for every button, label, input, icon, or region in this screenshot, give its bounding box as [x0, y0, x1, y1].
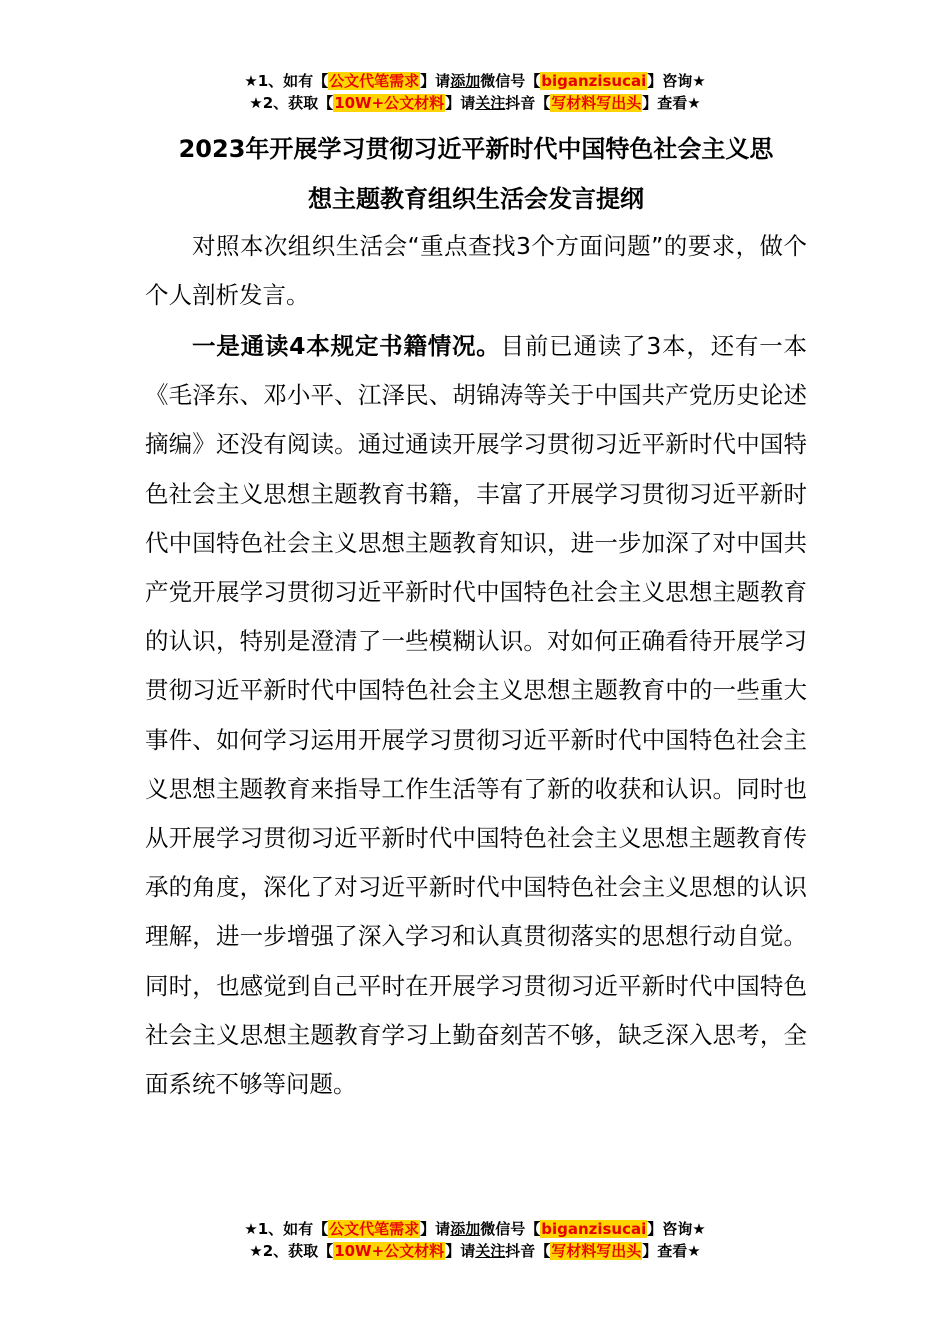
banner-text: 】查看★ [642, 94, 701, 112]
banner-highlight: 写材料写出头 [551, 94, 642, 112]
banner-text: 抖音【 [505, 1242, 551, 1260]
banner-underline: 关注 [475, 1242, 506, 1260]
banner-underline: 添加 [450, 1220, 481, 1238]
banner-highlight: 10W+公文材料 [334, 94, 445, 112]
banner-highlight: 公文代笔需求 [329, 72, 420, 90]
banner-text: 微信号【 [480, 1220, 541, 1238]
title-line-2: 想主题教育组织生活会发言提纲 [308, 185, 644, 213]
banner-text: 】咨询★ [647, 1220, 706, 1238]
banner-text: 】请 [420, 1220, 451, 1238]
document-title [145, 124, 807, 224]
banner-highlight: 10W+公文材料 [334, 1242, 445, 1260]
banner-text: ★2、获取【 [249, 1242, 334, 1260]
banner-text: 】咨询★ [647, 72, 706, 90]
section-1-text: 目前已通读了3本，还有一本《毛泽东、邓小平、江泽民、胡锦涛等关于中国共产党历史论述摘编》还没有阅读。通过通读开展学习贯彻习近平新时代中国特色社会主义思想主题教育书籍，丰富了开展学习贯彻习近平新时代中国特色社会主义思想主题教育知识，进一步加深了对中国共产党开展学习贯彻习近平新时代中国特色社会主义思想主题教育的认识，特别是澄清了一些模糊认识。对如何正确看待开展学习贯彻习近平新时代中国特色社会主义思想主题教育中的一些重大事件、如何学习运用开展学习贯彻习近平新时代中国特色社会主义思想主题教育来指导工作生活等有了新的收获和认识。同时也从开展学习贯彻习近平新时代中国特色社会主义思想主题教育传承的角度，深化了对习近平新时代中国特色社会主义思想的认识理解，进一步增强了深入学习和认真贯彻落实的思想行动自觉。同时，也感觉到自己平时在开展学习贯彻习近平新时代中国特色社会主义思想主题教育学习上勤奋刻苦不够，缺乏深入思考，全面系统不够等问题。 [145, 332, 807, 1099]
banner-highlight: biganzisucai [541, 1220, 647, 1238]
title-line-1: 2023年开展学习贯彻习近平新时代中国特色社会主义思 [178, 135, 774, 163]
banner-highlight: biganzisucai [541, 72, 647, 90]
banner-text: 】查看★ [642, 1242, 701, 1260]
header-banner [0, 70, 950, 114]
banner-underline: 添加 [450, 72, 481, 90]
banner-text: 】请 [445, 1242, 476, 1260]
banner-underline: 关注 [475, 94, 506, 112]
banner-text: 】请 [420, 72, 451, 90]
banner-line-1 [0, 70, 950, 92]
section-1-lead: 一是通读4本规定书籍情况。 [192, 332, 501, 360]
banner-highlight: 写材料写出头 [551, 1242, 642, 1260]
banner-line-1 [0, 1218, 950, 1240]
banner-text: 微信号【 [480, 72, 541, 90]
intro-paragraph: 对照本次组织生活会“重点查找3个方面问题”的要求，做个个人剖析发言。 [145, 232, 807, 310]
footer-banner [0, 1218, 950, 1262]
banner-text: ★1、如有【 [244, 1220, 329, 1238]
banner-text: 抖音【 [505, 94, 551, 112]
banner-line-2 [0, 1240, 950, 1262]
section-1-paragraph [145, 322, 807, 1109]
banner-text: ★1、如有【 [244, 72, 329, 90]
banner-highlight: 公文代笔需求 [329, 1220, 420, 1238]
banner-text: 】请 [445, 94, 476, 112]
banner-line-2 [0, 92, 950, 114]
banner-text: ★2、获取【 [249, 94, 334, 112]
